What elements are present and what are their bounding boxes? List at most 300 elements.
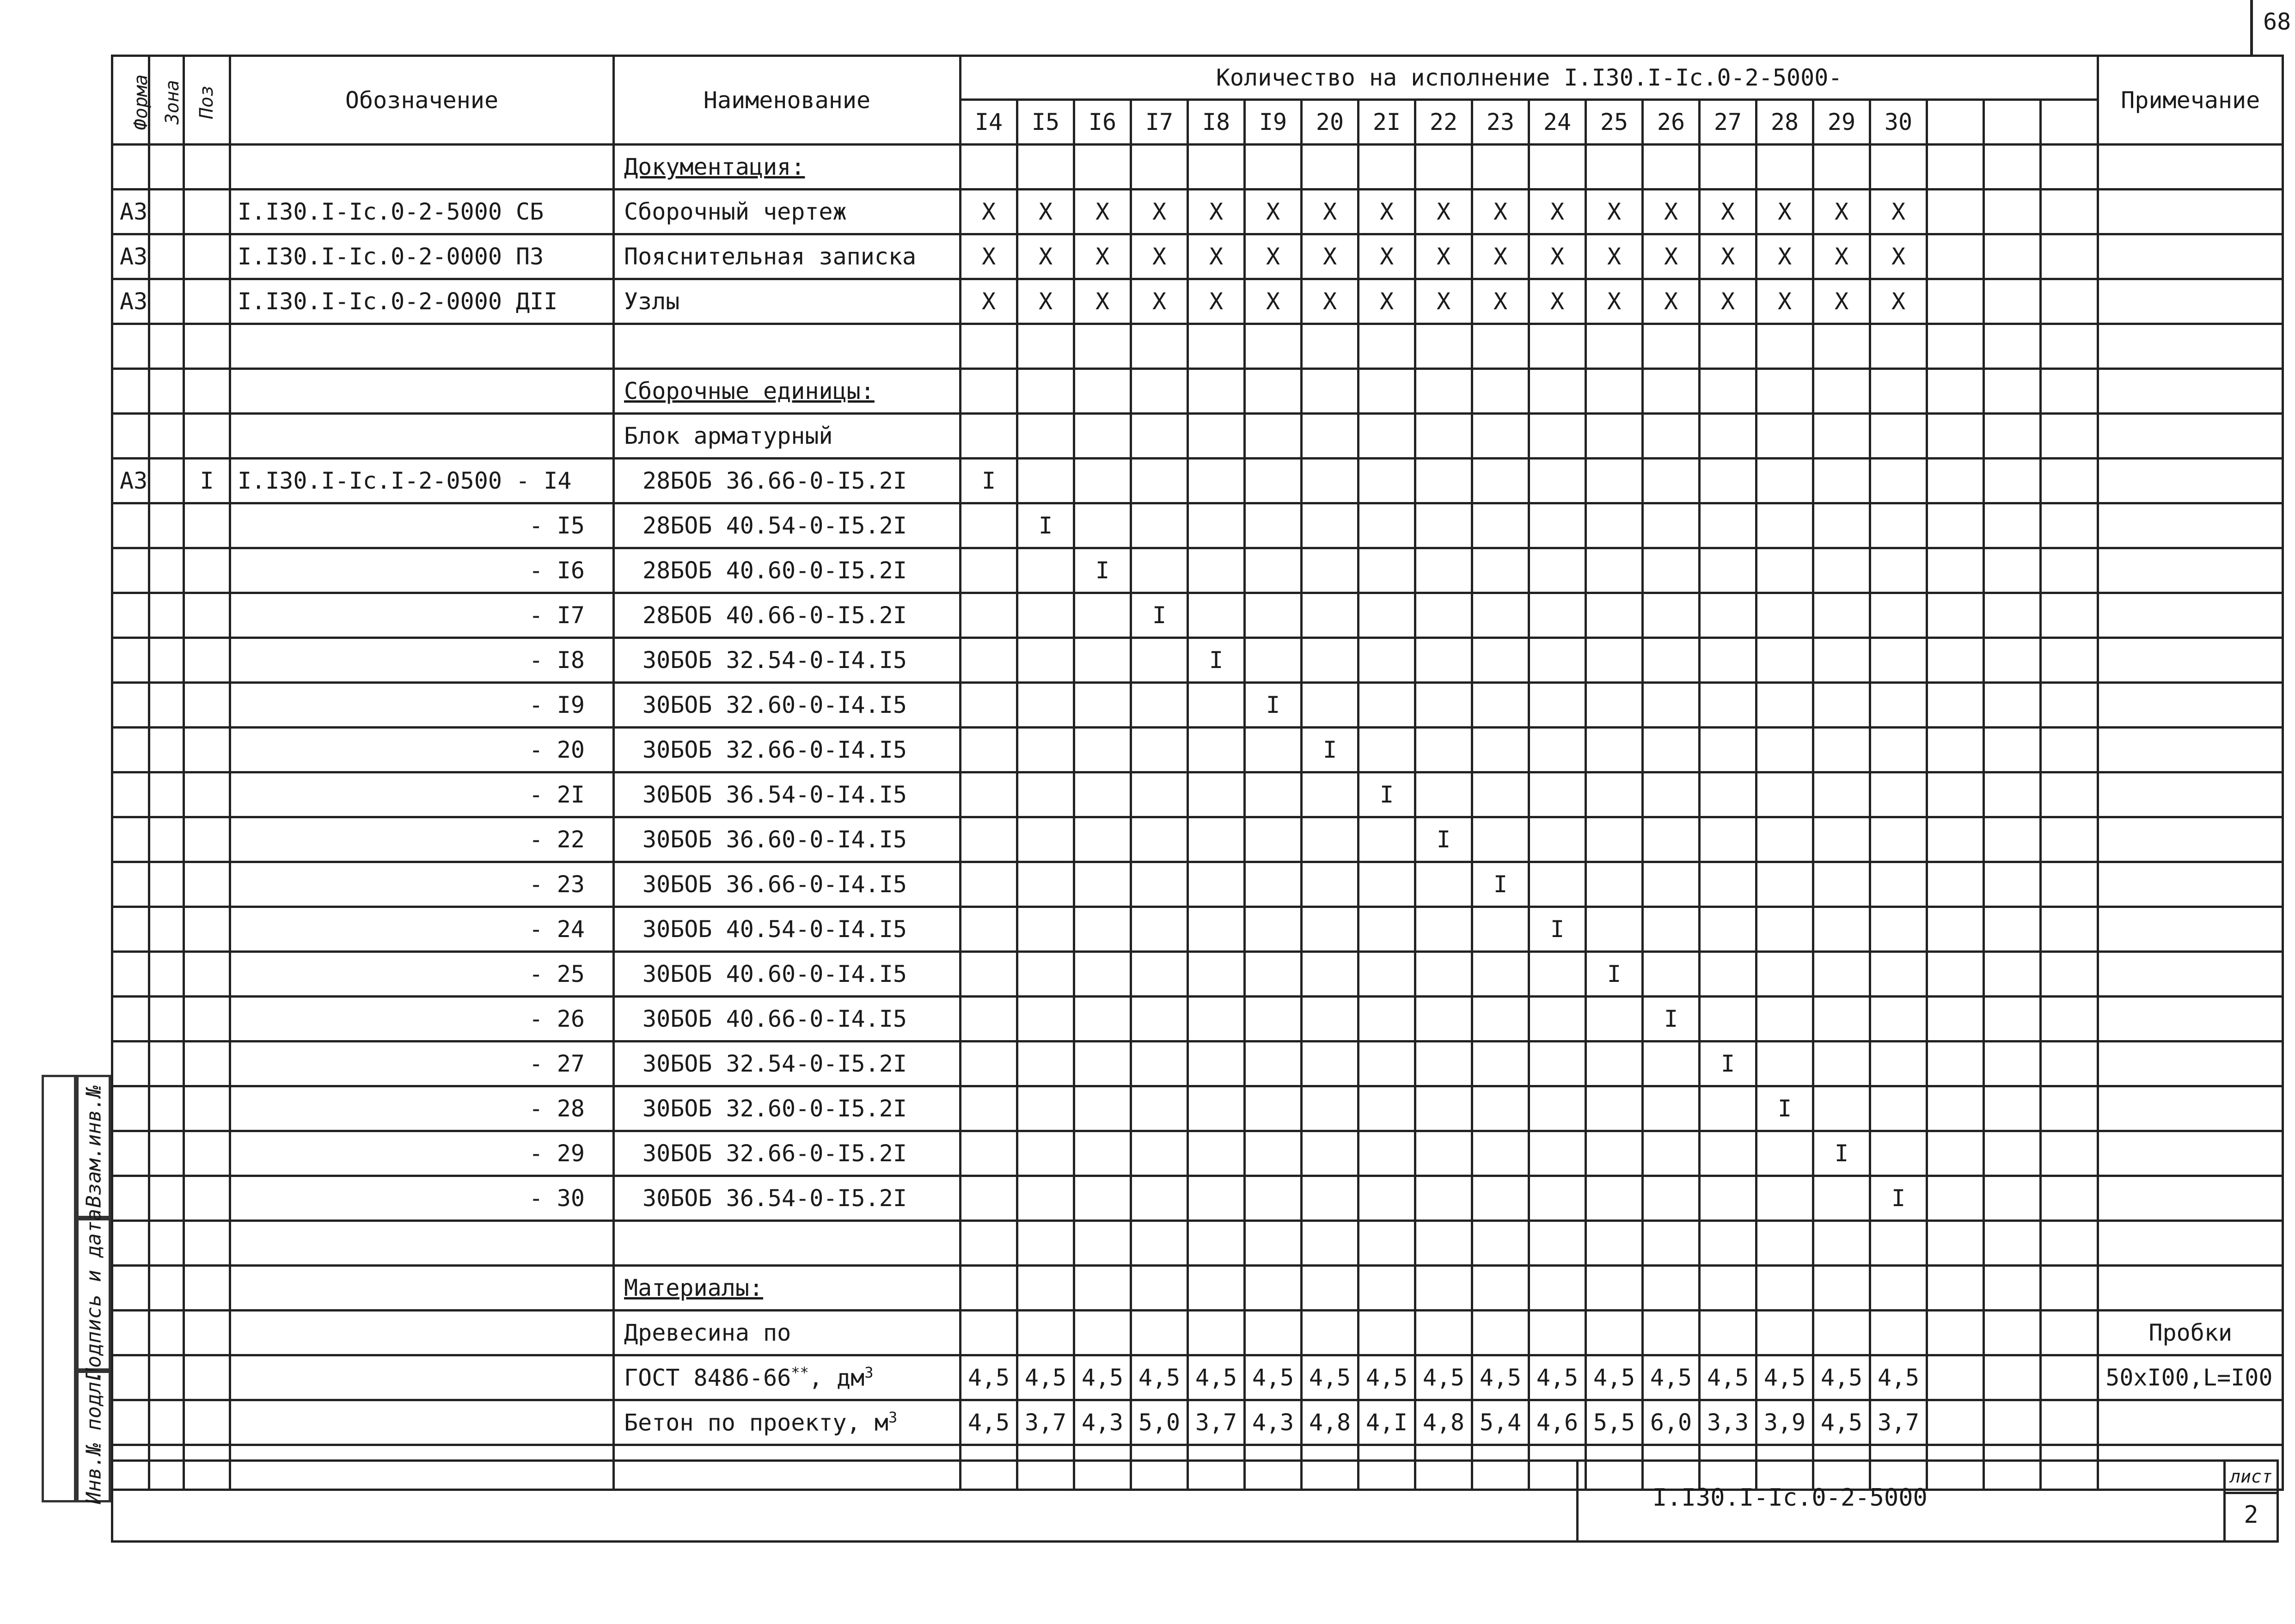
qty-cell [1870,369,1927,414]
note-cell: 50хI00,L=I00 [2098,1355,2283,1400]
name-text: 30БОБ 32.66-0-I5.2I [643,1140,907,1167]
qty-cell [1131,772,1188,817]
qty-cell [1188,414,1245,459]
pos-cell [184,638,230,683]
qty-cell [1017,593,1074,638]
qty-cell [1756,548,1813,593]
zone-cell [149,772,184,817]
qty-cell: 6,0 [1643,1400,1700,1445]
qty-cell [1245,1311,1302,1355]
qty-cell [1188,1042,1245,1086]
pos-cell [184,683,230,728]
qty-cell [1302,997,1359,1042]
qty-cell [1870,1311,1927,1355]
qty-cell [1415,1042,1472,1086]
qty-cell [1415,548,1472,593]
qty-cell [1643,1266,1700,1311]
qty-cell [1870,772,1927,817]
qty-cell [2041,638,2098,683]
qty-cell [1359,324,1415,369]
format-cell [112,1400,149,1445]
name-cell [614,952,961,997]
variant-header-6: 20 [1302,100,1359,145]
qty-cell [1188,817,1245,862]
qty-cell [1586,414,1643,459]
qty-cell [1017,1176,1074,1221]
qty-cell [1415,145,1472,190]
qty-cell [1017,369,1074,414]
qty-cell [1472,1221,1529,1266]
qty-cell [1359,1042,1415,1086]
qty-cell [2041,1042,2098,1086]
qty-cell [1415,952,1472,997]
qty-cell [1870,459,1927,503]
qty-cell [1529,1042,1586,1086]
qty-cell: Х [1643,279,1700,324]
note-cell [2098,1131,2283,1176]
qty-cell [1188,862,1245,907]
qty-cell [1643,459,1700,503]
qty-cell [1927,817,1984,862]
variant-header-3: I7 [1131,100,1188,145]
qty-cell [1415,997,1472,1042]
qty-cell [1472,1042,1529,1086]
table-row [112,369,2283,414]
pos-cell [184,1042,230,1086]
designation-cell: - 25 [230,952,614,997]
format-cell [112,638,149,683]
format-cell [112,1042,149,1086]
table-row [112,414,2283,459]
qty-cell [1529,369,1586,414]
qty-cell [1927,1221,1984,1266]
qty-cell [1586,907,1643,952]
qty-cell [1074,1042,1131,1086]
name-cell [614,1176,961,1221]
qty-cell [1017,1042,1074,1086]
qty-cell [1302,1131,1359,1176]
qty-cell [1586,145,1643,190]
qty-cell: 5,5 [1586,1400,1643,1445]
qty-cell [1017,997,1074,1042]
qty-cell [1245,952,1302,997]
qty-cell [1074,638,1131,683]
qty-cell: 4,I [1359,1400,1415,1445]
designation-cell: - 24 [230,907,614,952]
qty-cell [1813,817,1870,862]
name-text: 30БОБ 36.60-0-I4.I5 [643,826,907,853]
side-label-inventory: Инв.№ подл. [82,1369,105,1504]
qty-cell [1984,234,2041,279]
qty-cell [1529,145,1586,190]
qty-cell [2041,728,2098,772]
name-cell [614,190,961,234]
qty-cell [1700,683,1756,728]
zone-cell [149,503,184,548]
qty-cell [1131,1131,1188,1176]
qty-cell [1756,638,1813,683]
qty-cell [2041,1176,2098,1221]
qty-cell [1870,862,1927,907]
qty-cell [1927,279,1984,324]
name-unit-superscript: 3 [864,1364,874,1382]
qty-cell: Х [1188,279,1245,324]
qty-cell [1643,1086,1700,1131]
name-cell [614,369,961,414]
variant-header-12: 26 [1643,100,1700,145]
qty-cell [1359,459,1415,503]
qty-cell [1302,1086,1359,1131]
qty-cell [1074,414,1131,459]
qty-cell [1074,1221,1131,1266]
qty-cell [1529,952,1586,997]
qty-cell [1245,369,1302,414]
qty-cell [1870,503,1927,548]
qty-cell [1643,728,1700,772]
qty-cell: 4,3 [1245,1400,1302,1445]
qty-cell: Х [1245,279,1302,324]
qty-cell [1074,907,1131,952]
qty-cell [1813,1176,1870,1221]
qty-cell [1700,1131,1756,1176]
format-cell [112,772,149,817]
pos-cell [184,1400,230,1445]
qty-cell: 4,5 [961,1400,1017,1445]
name-text: Бетон по проекту, м [624,1409,888,1436]
qty-cell [1359,1131,1415,1176]
variant-header-5: I9 [1245,100,1302,145]
format-cell: А3 [112,234,149,279]
qty-cell [1643,324,1700,369]
qty-cell [1472,772,1529,817]
note-cell [2098,1176,2283,1221]
qty-cell [1927,907,1984,952]
qty-cell [961,1042,1017,1086]
name-cell [614,1221,961,1266]
qty-cell [1756,459,1813,503]
qty-cell [1131,1266,1188,1311]
name-cell [614,907,961,952]
qty-cell [1756,1311,1813,1355]
qty-cell [1415,1266,1472,1311]
qty-cell [1017,1221,1074,1266]
format-cell [112,728,149,772]
qty-cell [1131,952,1188,997]
qty-cell [1813,997,1870,1042]
qty-cell: Х [1529,190,1586,234]
designation-cell [230,1400,614,1445]
zone-cell [149,952,184,997]
qty-cell [1529,548,1586,593]
table-row [112,1086,2283,1131]
qty-cell [961,952,1017,997]
note-cell [2098,728,2283,772]
qty-cell [1984,145,2041,190]
qty-cell [1074,1311,1131,1355]
format-cell [112,952,149,997]
name-text: 30БОБ 32.54-0-I5.2I [643,1050,907,1077]
qty-cell [1245,324,1302,369]
qty-cell [1017,952,1074,997]
qty-cell: I [1131,593,1188,638]
name-text: 30БОБ 36.54-0-I4.I5 [643,781,907,808]
qty-cell [1984,1311,2041,1355]
qty-cell [1017,1131,1074,1176]
name-cell [614,1042,961,1086]
qty-cell [1984,1131,2041,1176]
qty-cell [2041,1355,2098,1400]
qty-cell: Х [1074,190,1131,234]
qty-cell [1245,1221,1302,1266]
name-cell [614,1355,961,1400]
qty-cell [1472,145,1529,190]
side-cell-signature [76,1208,111,1380]
zone-cell [149,1355,184,1400]
name-text: 30БОБ 36.66-0-I4.I5 [643,871,907,898]
qty-cell [2041,459,2098,503]
name-cell [614,593,961,638]
qty-cell [1927,1266,1984,1311]
qty-cell [1302,952,1359,997]
qty-cell [961,817,1017,862]
qty-cell [1984,772,2041,817]
format-cell [112,862,149,907]
pos-cell [184,997,230,1042]
qty-cell [1927,369,1984,414]
designation-cell: - I9 [230,683,614,728]
qty-cell [1415,907,1472,952]
format-cell [112,548,149,593]
format-cell [112,1086,149,1131]
note-cell [2098,414,2283,459]
format-cell: А3 [112,190,149,234]
variant-header-10: 24 [1529,100,1586,145]
qty-cell [1017,638,1074,683]
qty-cell [2041,234,2098,279]
qty-cell [1586,997,1643,1042]
qty-cell [1302,459,1359,503]
note-cell [2098,145,2283,190]
qty-cell: Х [1074,279,1131,324]
qty-cell: 4,5 [1643,1355,1700,1400]
zone-cell [149,593,184,638]
zone-cell [149,459,184,503]
qty-cell [1586,593,1643,638]
qty-cell [961,145,1017,190]
qty-cell [1927,548,1984,593]
name-superscript: ** [791,1364,809,1382]
qty-cell [961,1176,1017,1221]
variant-header-1: I5 [1017,100,1074,145]
name-cell [614,234,961,279]
qty-cell [1017,1086,1074,1131]
table-row [112,683,2283,728]
note-cell [2098,1221,2283,1266]
qty-cell [1870,683,1927,728]
qty-cell: Х [1472,190,1529,234]
qty-cell: Х [1870,279,1927,324]
qty-cell [1302,907,1359,952]
qty-cell [1927,1355,1984,1400]
qty-cell [1302,638,1359,683]
qty-cell [1756,324,1813,369]
designation-cell: - 29 [230,1131,614,1176]
qty-cell [1700,772,1756,817]
qty-cell [1700,414,1756,459]
qty-cell [1529,817,1586,862]
qty-cell [1700,459,1756,503]
qty-cell [1643,683,1700,728]
qty-cell [1302,145,1359,190]
qty-cell [1813,1311,1870,1355]
format-cell [112,145,149,190]
qty-cell [1643,145,1700,190]
name-text: Сборочный чертеж [624,198,847,225]
qty-cell [1472,952,1529,997]
qty-cell [1756,503,1813,548]
format-cell [112,683,149,728]
qty-cell [1756,1266,1813,1311]
qty-cell: I [1472,862,1529,907]
variant-header-9: 23 [1472,100,1529,145]
qty-cell [1245,1266,1302,1311]
qty-cell: Х [1359,234,1415,279]
qty-cell [1359,1086,1415,1131]
qty-cell [1870,638,1927,683]
designation-cell [230,1221,614,1266]
qty-cell [1756,593,1813,638]
qty-cell [2041,414,2098,459]
qty-cell [961,369,1017,414]
table-row [112,772,2283,817]
designation-cell: - I8 [230,638,614,683]
qty-cell [1586,1131,1643,1176]
variant-header-8: 22 [1415,100,1472,145]
qty-cell [1131,548,1188,593]
qty-cell [1131,1311,1188,1355]
qty-cell [1188,324,1245,369]
header-pos: Поз [184,56,230,145]
qty-cell [1700,145,1756,190]
qty-cell [1643,638,1700,683]
qty-cell [1188,593,1245,638]
designation-cell: I.I30.I-Ic.0-2-0000 ДII [230,279,614,324]
qty-cell [1359,997,1415,1042]
format-cell [112,907,149,952]
qty-cell: Х [1131,279,1188,324]
qty-cell [1529,1221,1586,1266]
name-text: 30БОБ 40.66-0-I4.I5 [643,1005,907,1032]
qty-cell: 4,5 [1870,1355,1927,1400]
table-row [112,459,2283,503]
zone-cell [149,1311,184,1355]
variant-header-0: I4 [961,100,1017,145]
qty-cell [1359,503,1415,548]
zone-cell [149,997,184,1042]
variant-header-2: I6 [1074,100,1131,145]
name-cell [614,459,961,503]
header-qty-title: Количество на исполнение I.I30.I-Ic.0-2-5000- [961,56,2098,100]
note-cell: Пробки [2098,1311,2283,1355]
qty-cell [1017,772,1074,817]
qty-cell: 5,0 [1131,1400,1188,1445]
note-cell [2098,683,2283,728]
qty-cell [1927,638,1984,683]
format-cell [112,817,149,862]
qty-cell: 4,5 [1302,1355,1359,1400]
qty-cell: 4,5 [1813,1400,1870,1445]
qty-cell [1813,145,1870,190]
qty-cell [1643,1131,1700,1176]
name-cell [614,817,961,862]
name-cell [614,1086,961,1131]
qty-cell [1586,324,1643,369]
qty-cell [1984,638,2041,683]
qty-cell: Х [1415,234,1472,279]
qty-cell [1131,1042,1188,1086]
qty-cell [1529,862,1586,907]
qty-cell [1472,728,1529,772]
qty-cell [1643,503,1700,548]
qty-cell [1927,952,1984,997]
variant-header-7: 2I [1359,100,1415,145]
format-cell [112,414,149,459]
qty-cell: 4,5 [1017,1355,1074,1400]
qty-cell [1870,907,1927,952]
qty-cell [1415,683,1472,728]
qty-cell [1756,907,1813,952]
pos-cell [184,145,230,190]
header-zone: Зона [149,56,184,145]
qty-cell [1359,638,1415,683]
name-cell [614,503,961,548]
table-row [112,234,2283,279]
specification-table [111,55,2284,1491]
qty-cell [1586,1311,1643,1355]
pos-cell: I [184,459,230,503]
note-cell [2098,279,2283,324]
zone-cell [149,145,184,190]
name-text: 28БОБ 40.54-0-I5.2I [643,512,907,539]
table-row [112,997,2283,1042]
table-row [112,1042,2283,1086]
qty-cell [1870,1266,1927,1311]
qty-cell [1927,1400,1984,1445]
qty-cell: 4,5 [1756,1355,1813,1400]
qty-cell [1984,1086,2041,1131]
qty-cell [1700,907,1756,952]
qty-cell [1131,997,1188,1042]
designation-cell: - 2I [230,772,614,817]
qty-cell [1131,369,1188,414]
qty-cell [1415,1311,1472,1355]
qty-cell: I [1302,728,1359,772]
qty-cell [1302,548,1359,593]
qty-cell [2041,862,2098,907]
header-designation: Обозначение [230,56,614,145]
qty-cell [2041,772,2098,817]
pos-cell [184,593,230,638]
qty-cell [961,1221,1017,1266]
qty-cell [1131,862,1188,907]
qty-cell [1813,1086,1870,1131]
table-row [112,1131,2283,1176]
qty-cell [961,907,1017,952]
qty-cell [1586,1266,1643,1311]
name-text: 30БОБ 36.54-0-I5.2I [643,1185,907,1212]
zone-cell [149,234,184,279]
qty-cell [1359,728,1415,772]
